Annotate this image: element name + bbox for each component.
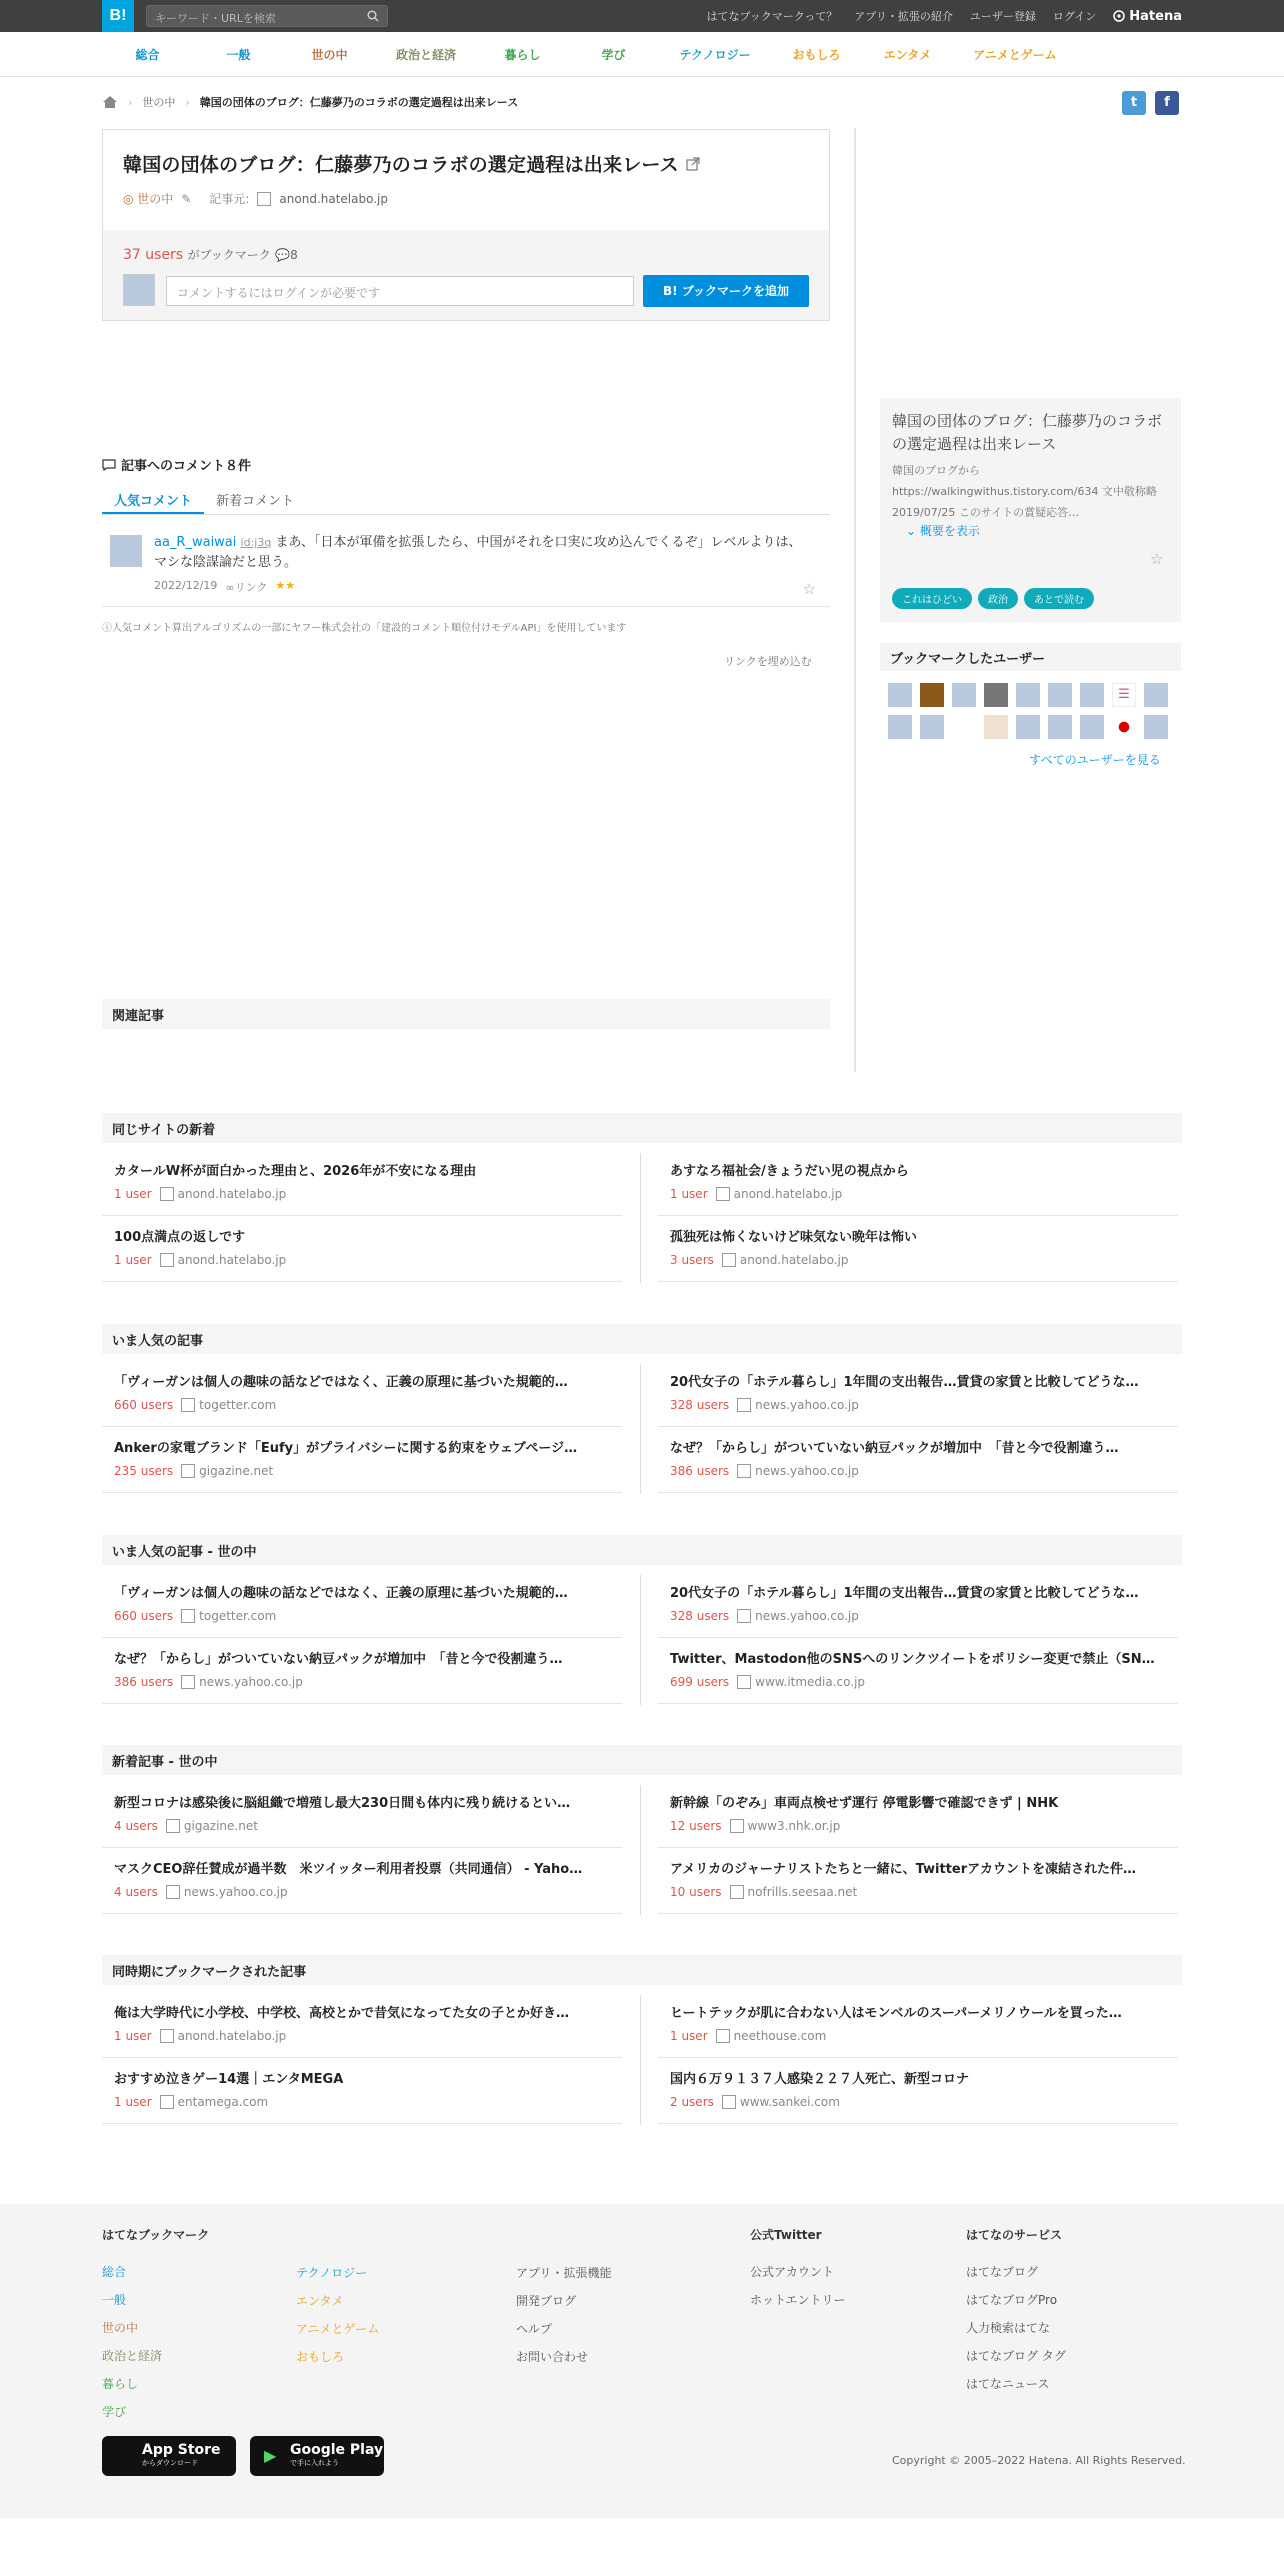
avatar[interactable] xyxy=(920,715,944,739)
tab-popular-comments[interactable]: 人気コメント xyxy=(102,485,204,514)
site-favicon-icon xyxy=(166,1819,180,1833)
list-item xyxy=(658,2058,1178,2124)
avatar[interactable] xyxy=(984,683,1008,707)
entry-source[interactable]: anond.hatelabo.jp xyxy=(279,191,389,206)
facebook-share-icon[interactable]: f xyxy=(1155,91,1179,115)
column-divider xyxy=(640,1995,641,2125)
top-header xyxy=(0,0,1284,32)
hatena-icon xyxy=(1113,10,1125,22)
entry-summary xyxy=(880,398,1181,622)
article-title[interactable]: 俺は大学時代に小学校、中学校、高校とかで昔気になってた女の子とか好き… xyxy=(114,2006,570,2021)
footer-link[interactable]: エンタメ xyxy=(296,2294,344,2308)
article-title[interactable]: 「ヴィーガンは個人の趣味の話などではなく、正義の原理に基づいた規範的… xyxy=(114,1586,568,1601)
list-item xyxy=(658,1361,1178,1427)
category-nav-item[interactable]: おもしろ xyxy=(792,48,841,62)
footer-link[interactable]: アニメとゲーム xyxy=(296,2322,380,2336)
bookmark-count[interactable]: 660 users xyxy=(114,1398,174,1412)
twitter-share-icon[interactable]: t xyxy=(1122,91,1146,115)
bookmark-users-header: ブックマークしたユーザー xyxy=(880,643,1181,671)
site-favicon-icon xyxy=(737,1609,751,1623)
article-domain[interactable]: news.yahoo.co.jp xyxy=(755,1398,859,1412)
article-domain[interactable]: news.yahoo.co.jp xyxy=(755,1464,859,1478)
article-title[interactable]: なぜ？「からし」がついていない納豆パックが増加中 「昔と今で役割違う… xyxy=(114,1652,563,1667)
bookmark-count[interactable]: 660 users xyxy=(114,1609,174,1623)
hatena-bookmark-logo[interactable]: B! xyxy=(102,0,134,32)
list-item xyxy=(658,1638,1178,1704)
site-favicon-icon xyxy=(722,1253,736,1267)
site-favicon-icon xyxy=(722,2095,736,2109)
article-domain[interactable]: entamega.com xyxy=(177,2095,269,2109)
google-play-button[interactable]: ▶ Google Play で手に入れよう xyxy=(250,2436,384,2476)
footer-link[interactable]: ホットエントリー xyxy=(750,2293,846,2307)
footer-link[interactable]: 一般 xyxy=(102,2293,127,2307)
footer-link[interactable]: 学び xyxy=(102,2405,127,2419)
article-title[interactable]: 国内６万９１３７人感染２２７人死亡、新型コロナ xyxy=(670,2072,970,2087)
site-favicon-icon xyxy=(181,1464,195,1478)
bookmark-count[interactable]: 1 user xyxy=(670,2029,708,2043)
list-item xyxy=(102,1848,622,1914)
article-domain[interactable]: togetter.com xyxy=(199,1398,277,1412)
top-nav-login[interactable]: ログイン xyxy=(1052,10,1097,23)
article-title[interactable]: おすすめ泣きゲー14選｜エンタMEGA xyxy=(114,2072,344,2087)
category-nav-item[interactable]: アニメとゲーム xyxy=(973,48,1057,62)
bookmark-count[interactable]: 2 users xyxy=(670,2095,714,2109)
article-title[interactable]: Ankerの家電ブランド「Eufy」がプライバシーに関する約束をウェブページ… xyxy=(114,1441,578,1456)
article-title[interactable]: マスクCEO辞任賛成が過半数 米ツイッター利用者投票（共同通信） - Yaho… xyxy=(114,1862,583,1877)
site-favicon-icon xyxy=(730,1885,744,1899)
site-favicon-icon xyxy=(716,1187,730,1201)
bookmark-count[interactable]: 328 users xyxy=(670,1398,730,1412)
footer-heading: はてなのサービス xyxy=(966,2228,1063,2242)
avatar[interactable] xyxy=(952,715,976,739)
comment-user-id[interactable]: id:j3q xyxy=(240,536,272,549)
breadcrumb: › 世の中 › 韓国の団体のブログ：仁藤夢乃のコラボの選定過程は出来レース xyxy=(102,92,518,112)
top-nav-apps[interactable]: アプリ・拡張の紹介 xyxy=(854,10,953,23)
section-header: いま人気の記事 - 世の中 xyxy=(102,1535,1182,1565)
avatar[interactable] xyxy=(1016,683,1040,707)
site-favicon-icon xyxy=(181,1609,195,1623)
list-item xyxy=(658,1427,1178,1493)
related-articles-header: 関連記事 xyxy=(102,999,830,1029)
entry-bookmark-area xyxy=(103,230,829,320)
app-store-button[interactable]: App Store からダウンロード xyxy=(102,2436,236,2476)
article-title[interactable]: Twitter、Mastodon他のSNSへのリンクツイートをポリシー変更で禁止（SN… xyxy=(670,1652,1155,1667)
avatar[interactable] xyxy=(110,535,142,567)
list-item xyxy=(658,1216,1178,1282)
article-domain[interactable]: www3.nhk.or.jp xyxy=(747,1819,841,1833)
column-divider xyxy=(640,1153,641,1283)
avatar[interactable] xyxy=(952,683,976,707)
column-divider xyxy=(640,1575,641,1705)
site-favicon-icon xyxy=(166,1885,180,1899)
category-nav-item[interactable]: 暮らし xyxy=(504,48,541,62)
avatar[interactable] xyxy=(1048,715,1072,739)
site-favicon-icon xyxy=(160,1187,174,1201)
top-nav xyxy=(706,0,1182,32)
external-link-icon[interactable] xyxy=(686,157,700,171)
tag[interactable]: 政治 xyxy=(978,588,1018,609)
footer-heading: 公式Twitter xyxy=(750,2228,822,2242)
tab-new-comments[interactable]: 新着コメント xyxy=(216,494,295,509)
hatena-brand[interactable] xyxy=(1113,9,1182,24)
search-placeholder: キーワード・URLを検索 xyxy=(155,12,276,25)
footer-link[interactable]: 暮らし xyxy=(102,2377,139,2391)
article-domain[interactable]: www.itmedia.co.jp xyxy=(755,1675,866,1689)
copyright: Copyright © 2005–2022 Hatena. All Rights Reserved. xyxy=(892,2454,1186,2467)
google-play-icon: ▶ xyxy=(264,2446,277,2465)
footer-col-bookmark xyxy=(102,2226,209,2431)
article-domain[interactable]: gigazine.net xyxy=(199,1464,274,1478)
avatar[interactable] xyxy=(888,683,912,707)
tag-list xyxy=(892,588,1094,609)
comment-tabs xyxy=(102,485,830,515)
top-nav-register[interactable]: ユーザー登録 xyxy=(969,10,1036,23)
entry-box xyxy=(102,129,830,321)
category-nav-item[interactable]: エンタメ xyxy=(883,48,932,62)
hatena-brand-label: Hatena xyxy=(1129,8,1182,24)
entry-meta xyxy=(123,190,388,207)
page-icon xyxy=(257,192,271,206)
comment-icon xyxy=(102,459,116,471)
list-item xyxy=(102,1427,622,1493)
comment-link[interactable]: ∞リンク xyxy=(225,581,268,594)
footer-heading: はてなブックマーク xyxy=(102,2228,210,2242)
footer-link[interactable]: テクノロジー xyxy=(296,2266,368,2280)
article-domain[interactable]: anond.hatelabo.jp xyxy=(177,1253,287,1267)
article-domain[interactable]: news.yahoo.co.jp xyxy=(199,1675,303,1689)
summary-title: 韓国の団体のブログ：仁藤夢乃のコラボの選定過程は出来レース xyxy=(892,412,1163,453)
site-favicon-icon xyxy=(737,1675,751,1689)
category-nav-item[interactable]: 世の中 xyxy=(311,48,348,62)
avatar[interactable] xyxy=(1144,683,1168,707)
all-users-link[interactable]: すべてのユーザーを見る xyxy=(1029,753,1161,767)
site-favicon-icon xyxy=(737,1398,751,1412)
article-title[interactable]: アメリカのジャーナリストたちと一緒に、Twitterアカウントを凍結された件… xyxy=(670,1862,1137,1877)
article-domain[interactable]: neethouse.com xyxy=(733,2029,827,2043)
article-domain[interactable]: news.yahoo.co.jp xyxy=(183,1885,288,1899)
article-domain[interactable]: anond.hatelabo.jp xyxy=(177,1187,287,1201)
comment-count[interactable]: 💬8 xyxy=(275,248,298,262)
footer-link[interactable]: はてなブログ タグ xyxy=(966,2349,1066,2363)
add-star-icon[interactable]: ☆ xyxy=(1150,550,1164,568)
list-item xyxy=(102,1992,622,2058)
footer-link[interactable]: 世の中 xyxy=(102,2321,139,2335)
comment-item xyxy=(102,523,830,607)
avatar[interactable] xyxy=(984,715,1008,739)
bookmark-count[interactable]: 699 users xyxy=(670,1675,730,1689)
comment-user[interactable]: aa_R_waiwai xyxy=(154,535,237,550)
article-domain[interactable]: anond.hatelabo.jp xyxy=(733,1187,843,1201)
show-summary-link[interactable]: ⌄ 概要を表示 xyxy=(906,524,980,538)
site-favicon-icon xyxy=(160,2095,174,2109)
bookmark-count[interactable]: 235 users xyxy=(114,1464,174,1478)
footer-link[interactable]: お問い合わせ xyxy=(516,2350,589,2364)
list-item xyxy=(658,1572,1178,1638)
entry-title[interactable]: 韓国の団体のブログ：仁藤夢乃のコラボの選定過程は出来レース xyxy=(123,150,700,177)
avatar[interactable] xyxy=(1144,715,1168,739)
article-title[interactable]: あすなろ福祉会/きょうだい児の視点から xyxy=(670,1164,909,1179)
add-star-icon[interactable]: ☆ xyxy=(802,580,816,598)
footer-link[interactable]: はてなニュース xyxy=(966,2377,1050,2391)
category-nav-item[interactable]: 学び xyxy=(601,48,626,62)
site-favicon-icon xyxy=(160,2029,174,2043)
category-nav-item[interactable]: 政治と経済 xyxy=(395,48,456,62)
avatar[interactable] xyxy=(1048,683,1072,707)
footer-link[interactable]: 人力検索はてな xyxy=(966,2321,1051,2335)
bookmark-count[interactable]: 4 users xyxy=(114,1885,158,1899)
avatar[interactable] xyxy=(888,715,912,739)
article-domain[interactable]: anond.hatelabo.jp xyxy=(177,2029,287,2043)
list-item xyxy=(102,1216,622,1282)
section-header: 新着記事 - 世の中 xyxy=(102,1745,1182,1775)
summary-description: 韓国のブログから https://walkingwithus.tistory.com/634 文中敬称略 2019/07/25 このサイトの賞疑応答… xyxy=(892,464,1157,519)
site-favicon-icon xyxy=(181,1675,195,1689)
list-item xyxy=(102,2058,622,2124)
list-item xyxy=(658,1150,1178,1216)
article-title[interactable]: 新幹線「のぞみ」車両点検せず運行 停電影響で確認できず | NHK xyxy=(670,1796,1059,1811)
site-footer xyxy=(0,2204,1284,2518)
bookmark-user-avatars xyxy=(888,683,1168,739)
site-favicon-icon xyxy=(737,1464,751,1478)
article-domain[interactable]: anond.hatelabo.jp xyxy=(739,1253,849,1267)
bookmark-count[interactable]: 3 users xyxy=(670,1253,714,1267)
site-favicon-icon xyxy=(160,1253,174,1267)
bookmark-count[interactable]: 1 user xyxy=(114,2029,152,2043)
avatar[interactable] xyxy=(1080,683,1104,707)
article-domain[interactable]: nofrills.seesaa.net xyxy=(747,1885,858,1899)
avatar xyxy=(123,274,155,306)
bookmark-count[interactable]: 1 user xyxy=(670,1187,708,1201)
avatar[interactable] xyxy=(920,683,944,707)
footer-link[interactable]: はてなブログ xyxy=(966,2265,1039,2279)
footer-col-twitter xyxy=(750,2226,846,2319)
footer-link[interactable]: 開発ブログ xyxy=(516,2294,577,2308)
footer-col-categories xyxy=(296,2264,379,2376)
social-share xyxy=(1122,91,1179,115)
section-header: いま人気の記事 xyxy=(102,1324,1182,1354)
section-header: 同時期にブックマークされた記事 xyxy=(102,1955,1182,1985)
bookmark-count[interactable]: 1 user xyxy=(114,2095,152,2109)
article-title[interactable]: ヒートテックが肌に合わない人はモンベルのスーパーメリノウールを買った… xyxy=(670,2006,1122,2021)
site-favicon-icon xyxy=(716,2029,730,2043)
article-title[interactable]: 新型コロナは感染後に脳組織で増殖し最大230日間も体内に残り続けるとい… xyxy=(114,1796,571,1811)
bookmark-count[interactable]: 12 users xyxy=(670,1819,722,1833)
bookmark-count[interactable]: 1 user xyxy=(114,1187,152,1201)
avatar[interactable]: ☰ xyxy=(1112,683,1136,707)
comments-title: 記事へのコメント８件 xyxy=(102,455,251,474)
category-nav-item[interactable]: テクノロジー xyxy=(679,48,751,62)
section-header: 同じサイトの新着 xyxy=(102,1113,1182,1143)
entry-category[interactable]: ◎ 世の中 xyxy=(123,192,174,206)
article-title[interactable]: 20代女子の「ホテル暮らし」1年間の支出報告…賃貸の家賃と比較してどうな… xyxy=(670,1375,1139,1390)
comment-date[interactable]: 2022/12/19 xyxy=(154,579,218,592)
list-item xyxy=(102,1572,622,1638)
bookmark-count[interactable]: 4 users xyxy=(114,1819,158,1833)
comment-stars[interactable]: ★★ xyxy=(275,579,296,592)
footer-link[interactable]: 公式アカウント xyxy=(750,2265,834,2279)
category-nav xyxy=(0,32,1284,77)
bookmark-count[interactable]: 386 users xyxy=(114,1675,174,1689)
list-item xyxy=(102,1782,622,1848)
footer-link[interactable]: 総合 xyxy=(102,2265,127,2279)
article-title[interactable]: なぜ？「からし」がついていない納豆パックが増加中 「昔と今で役割違う… xyxy=(670,1441,1119,1456)
comment-input[interactable]: コメントするにはログインが必要です xyxy=(166,276,634,306)
site-favicon-icon xyxy=(181,1398,195,1412)
algorithm-note: ⓘ人気コメント算出アルゴリズムの一部にヤフー株式会社の「建設的コメント順位付けモデルAPI」を使用しています xyxy=(102,623,627,634)
embed-link[interactable]: リンクを埋め込む xyxy=(724,655,812,668)
comment-meta xyxy=(154,579,295,595)
column-divider xyxy=(640,1364,641,1494)
bookmark-count[interactable]: 1 user xyxy=(114,1253,152,1267)
footer-link[interactable]: はてなブログPro xyxy=(966,2293,1058,2307)
comment-text: まあ、「日本が軍備を拡張したら、中国がそれを口実に攻め込んでくるぞ」レベルよりは、マシな陰謀論だと思う。 xyxy=(154,535,802,570)
tag[interactable]: あとで読む xyxy=(1024,588,1094,609)
article-domain[interactable]: news.yahoo.co.jp xyxy=(755,1609,859,1623)
article-title[interactable]: 孤独死は怖くないけど味気ない晩年は怖い xyxy=(670,1230,918,1245)
article-domain[interactable]: gigazine.net xyxy=(183,1819,258,1833)
list-item xyxy=(658,1782,1178,1848)
footer-link[interactable]: おもしろ xyxy=(296,2350,345,2364)
footer-col-services xyxy=(966,2226,1066,2403)
column-divider xyxy=(854,128,856,1072)
category-nav-item[interactable]: 一般 xyxy=(226,48,251,62)
article-title[interactable]: 20代女子の「ホテル暮らし」1年間の支出報告…賃貸の家賃と比較してどうな… xyxy=(670,1586,1139,1601)
category-nav-item[interactable]: 総合 xyxy=(135,48,160,62)
column-divider xyxy=(640,1785,641,1915)
home-icon[interactable] xyxy=(102,95,118,109)
source-label: 記事元: xyxy=(209,192,250,206)
comment-body xyxy=(154,533,814,573)
avatar[interactable] xyxy=(1016,715,1040,739)
breadcrumb-current: 韓国の団体のブログ：仁藤夢乃のコラボの選定過程は出来レース xyxy=(199,96,519,109)
avatar[interactable] xyxy=(1080,715,1104,739)
search-input[interactable] xyxy=(146,5,388,27)
edit-pencil-icon[interactable]: ✎ xyxy=(181,191,192,206)
article-title[interactable]: 「ヴィーガンは個人の趣味の話などではなく、正義の原理に基づいた規範的… xyxy=(114,1375,568,1390)
bookmark-count[interactable]: 328 users xyxy=(670,1609,730,1623)
list-item xyxy=(102,1638,622,1704)
article-title[interactable]: 100点満点の返しです xyxy=(114,1230,246,1245)
add-bookmark-button[interactable]: B! ブックマークを追加 xyxy=(643,275,809,307)
tag[interactable]: これはひどい xyxy=(892,588,972,609)
list-item xyxy=(658,1992,1178,2058)
top-nav-about[interactable]: はてなブックマークって？ xyxy=(706,10,838,23)
footer-col-links xyxy=(516,2264,612,2376)
article-domain[interactable]: www.sankei.com xyxy=(739,2095,840,2109)
bookmark-count[interactable]: 386 users xyxy=(670,1464,730,1478)
article-title[interactable]: カタールW杯が面白かった理由と、2026年が不安になる理由 xyxy=(114,1164,477,1179)
bookmark-count[interactable]: 10 users xyxy=(670,1885,722,1899)
site-favicon-icon xyxy=(730,1819,744,1833)
footer-link[interactable]: アプリ・拡張機能 xyxy=(516,2266,612,2280)
entry-users[interactable]: 37 users がブックマーク 💬8 xyxy=(123,247,298,263)
footer-link[interactable]: 政治と経済 xyxy=(102,2349,163,2363)
list-item xyxy=(102,1361,622,1427)
avatar[interactable] xyxy=(1112,715,1136,739)
breadcrumb-category[interactable]: 世の中 xyxy=(142,96,176,109)
footer-link[interactable]: ヘルプ xyxy=(516,2322,553,2336)
article-domain[interactable]: togetter.com xyxy=(199,1609,277,1623)
list-item xyxy=(102,1150,622,1216)
list-item xyxy=(658,1848,1178,1914)
search-icon[interactable] xyxy=(367,10,379,22)
